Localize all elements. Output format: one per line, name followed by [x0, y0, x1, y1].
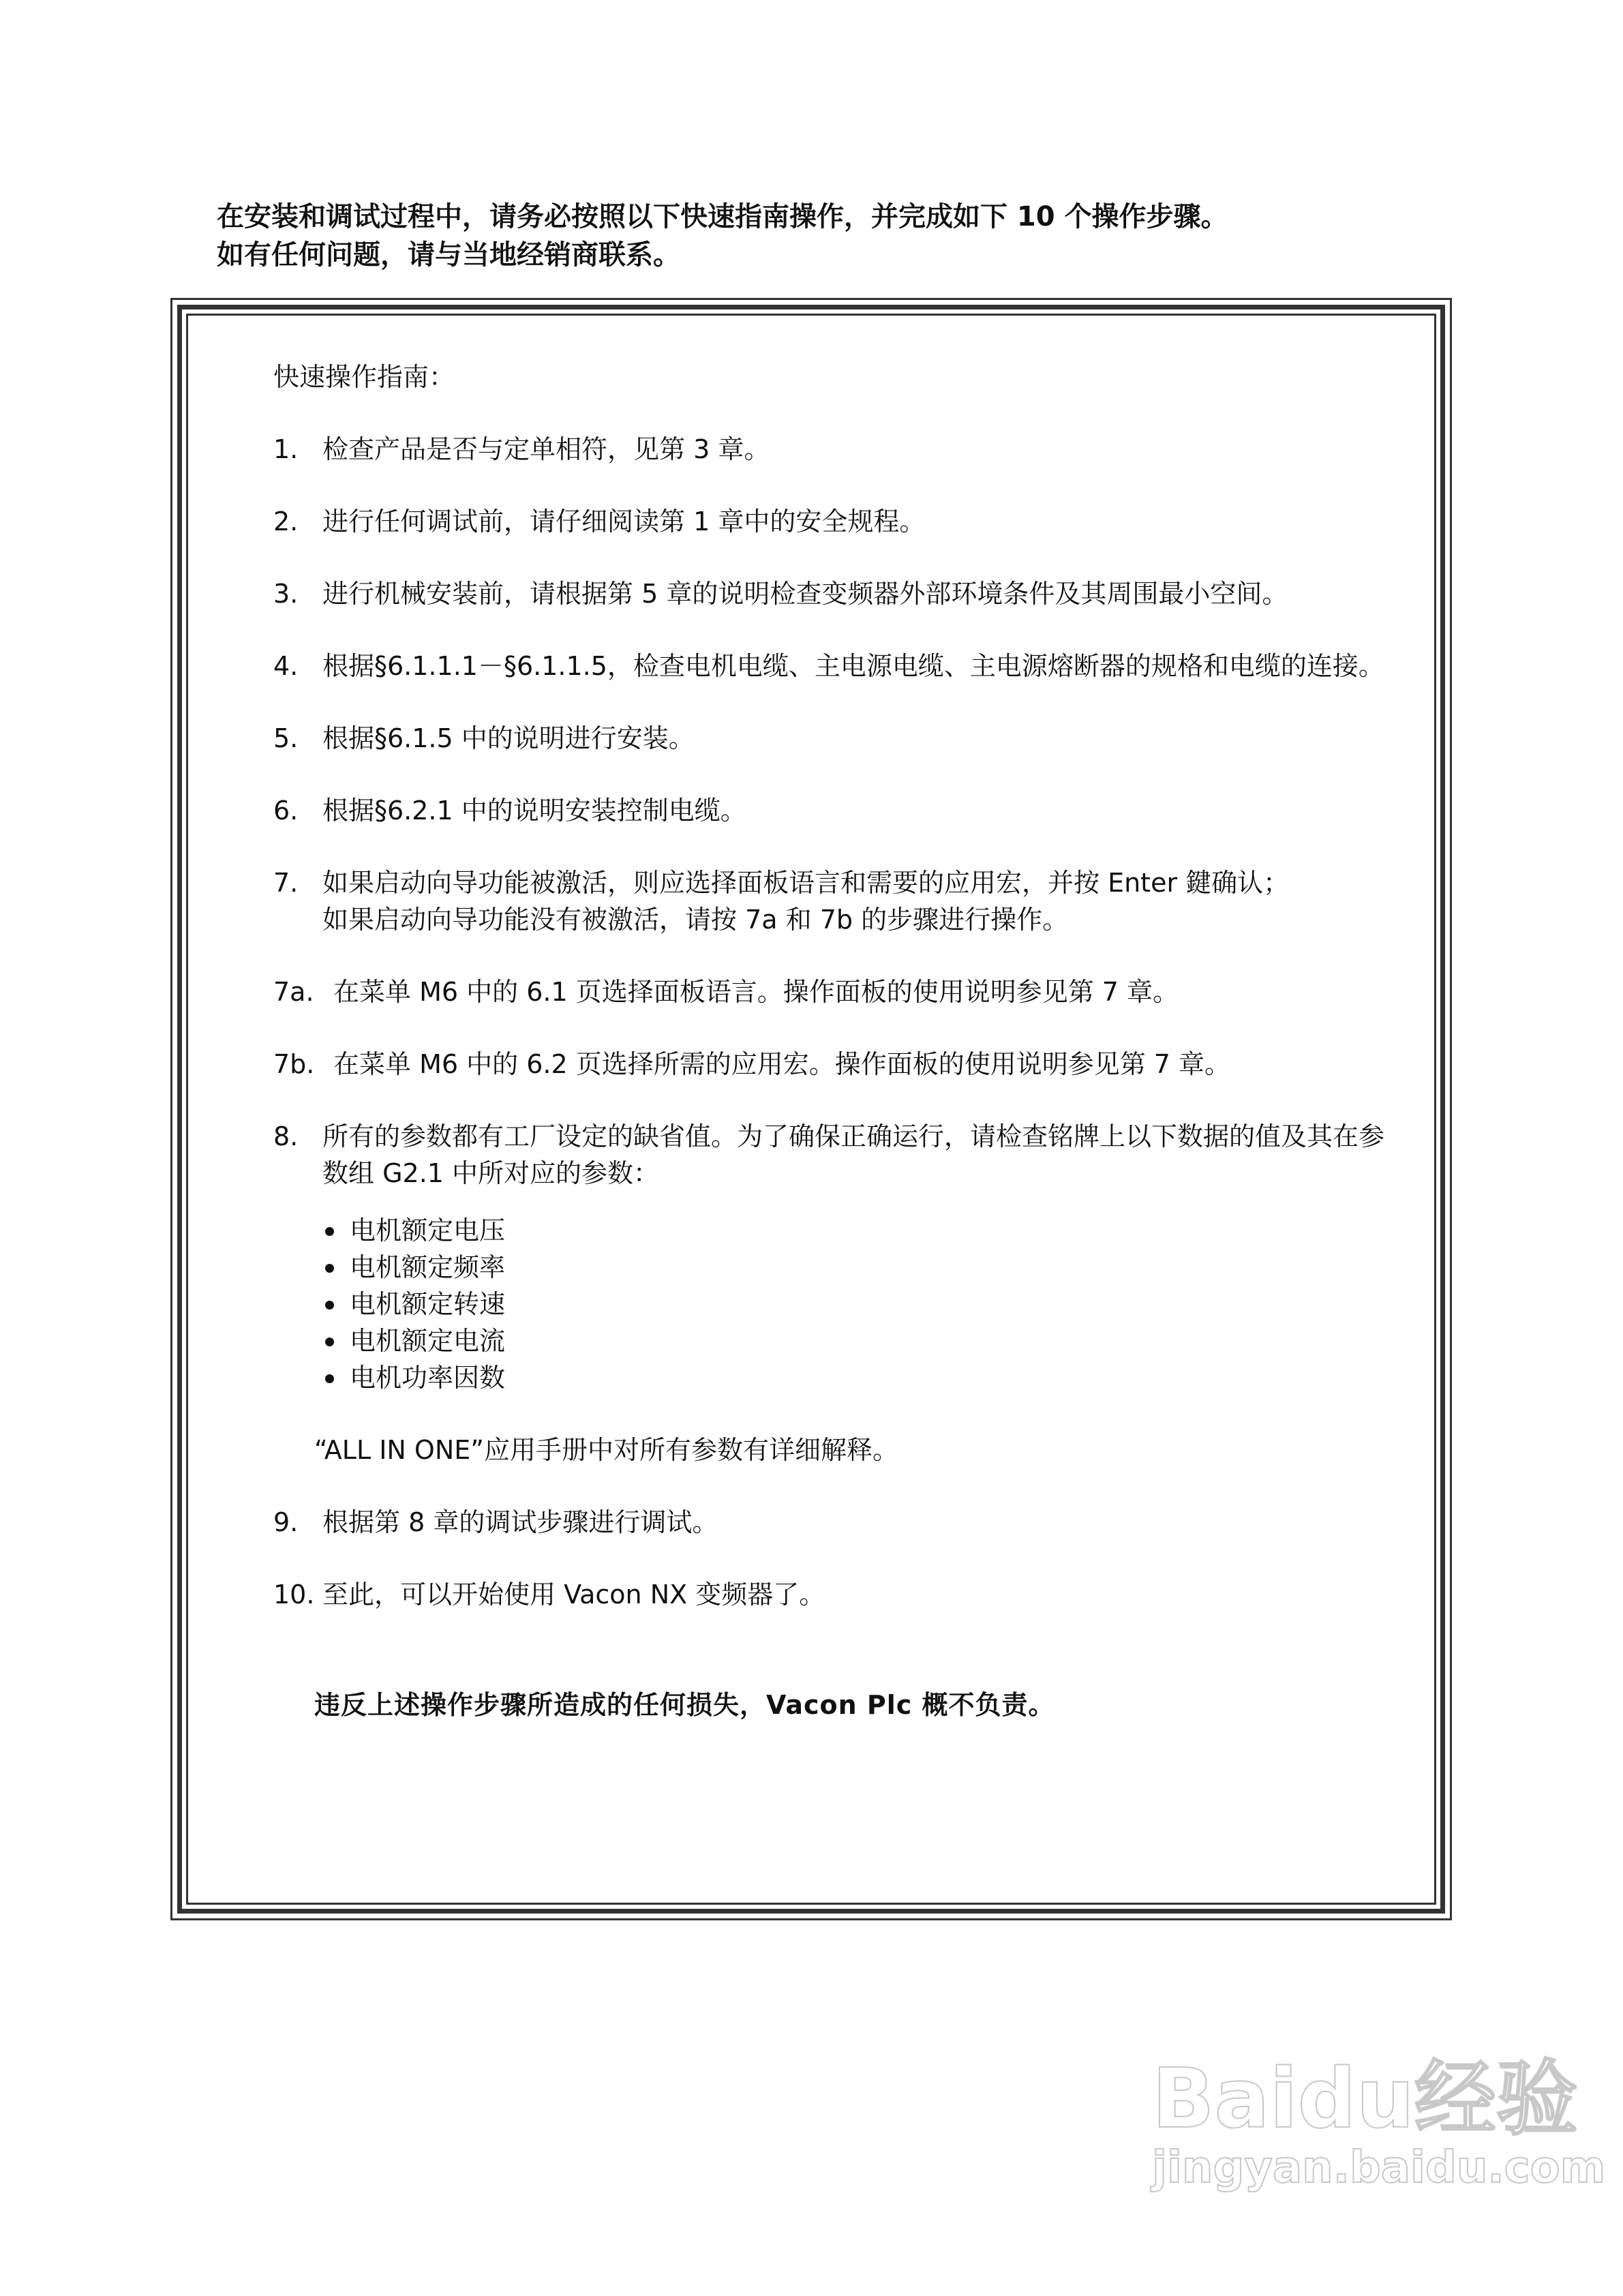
all-in-one-note: “ALL IN ONE”应用手册中对所有参数有详细解释。	[314, 1435, 898, 1465]
step-7a	[273, 973, 1393, 1010]
step-number: 10.	[273, 1580, 315, 1610]
step-text: 进行任何调试前，请仔细阅读第 1 章中的安全规程。	[322, 507, 926, 537]
bullet-item: 电机额定频率	[322, 1249, 1393, 1286]
step-text: 至此，可以开始使用 Vacon NX 变频器了。	[322, 1580, 825, 1610]
step-number: 1.	[273, 434, 299, 464]
baidu-watermark	[1152, 2052, 1606, 2193]
step-text: 在菜单 M6 中的 6.1 页选择面板语言。操作面板的使用说明参见第 7 章。	[333, 977, 1179, 1007]
step-5	[273, 720, 1393, 757]
intro-text	[217, 198, 1228, 274]
step-text: 根据§6.2.1 中的说明安装控制电缆。	[322, 796, 746, 826]
step-number: 7b.	[273, 1049, 315, 1079]
bullet-item: 电机额定电压	[322, 1212, 1393, 1249]
guide-content	[273, 359, 1393, 1723]
watermark-logo: Baidu经验	[1152, 2052, 1578, 2147]
step-7b	[273, 1046, 1393, 1083]
step-number: 2.	[273, 507, 299, 537]
step-4	[273, 648, 1393, 684]
bullet-item: 电机功率因数	[322, 1359, 1393, 1396]
step-8	[273, 1118, 1393, 1192]
intro-line-2: 如有任何问题，请与当地经销商联系。	[217, 239, 680, 271]
step-7	[273, 864, 1393, 938]
step-number: 3.	[273, 579, 299, 609]
step-number: 7a.	[273, 977, 314, 1007]
step-9	[273, 1504, 1393, 1541]
step-text: 在菜单 M6 中的 6.2 页选择所需的应用宏。操作面板的使用说明参见第 7 章。	[333, 1049, 1231, 1079]
guide-box-border	[177, 305, 1445, 1914]
step-10	[273, 1576, 1393, 1613]
step-text: 根据第 8 章的调试步骤进行调试。	[322, 1507, 718, 1537]
bullet-item: 电机额定转速	[322, 1286, 1393, 1323]
step-number: 5.	[273, 723, 299, 753]
step-text: 如果启动向导功能被激活，则应选择面板语言和需要的应用宏，并按 Enter 鍵确认；	[322, 868, 1290, 898]
step-text: 所有的参数都有工厂设定的缺省值。为了确保正确运行，请检查铭牌上以下数据的值及其在参数组 G2.1 中所对应的参数：	[322, 1121, 1385, 1188]
guide-title: 快速操作指南：	[273, 362, 455, 392]
step-1	[273, 431, 1393, 468]
step-number: 6.	[273, 796, 299, 826]
step-3	[273, 575, 1393, 612]
step-2	[273, 503, 1393, 540]
intro-line-1: 在安装和调试过程中，请务必按照以下快速指南操作，并完成如下 10 个操作步骤。	[217, 201, 1228, 232]
step-text: 根据§6.1.1.1－§6.1.1.5，检查电机电缆、主电源电缆、主电源熔断器的规格和电缆的连接。	[322, 651, 1384, 681]
step-text-2: 如果启动向导功能没有被激活，请按 7a 和 7b 的步骤进行操作。	[322, 905, 1069, 935]
guide-box-inner	[186, 314, 1436, 1905]
step-text: 进行机械安装前，请根据第 5 章的说明检查变频器外部环境条件及其周围最小空间。	[322, 579, 1288, 609]
step-number: 8.	[273, 1121, 299, 1151]
step-text: 根据§6.1.5 中的说明进行安装。	[322, 723, 695, 753]
step-number: 7.	[273, 868, 299, 898]
watermark-url: jingyan.baidu.com	[1152, 2143, 1606, 2193]
step-text: 检查产品是否与定单相符，见第 3 章。	[322, 434, 770, 464]
disclaimer: 违反上述操作步骤所造成的任何损失，Vacon Plc 概不负责。	[314, 1690, 1055, 1720]
step-6	[273, 792, 1393, 829]
step-number: 9.	[273, 1507, 299, 1537]
step-number: 4.	[273, 651, 299, 681]
guide-box	[170, 298, 1452, 1920]
motor-data-list	[273, 1212, 1393, 1396]
bullet-item: 电机额定电流	[322, 1323, 1393, 1359]
